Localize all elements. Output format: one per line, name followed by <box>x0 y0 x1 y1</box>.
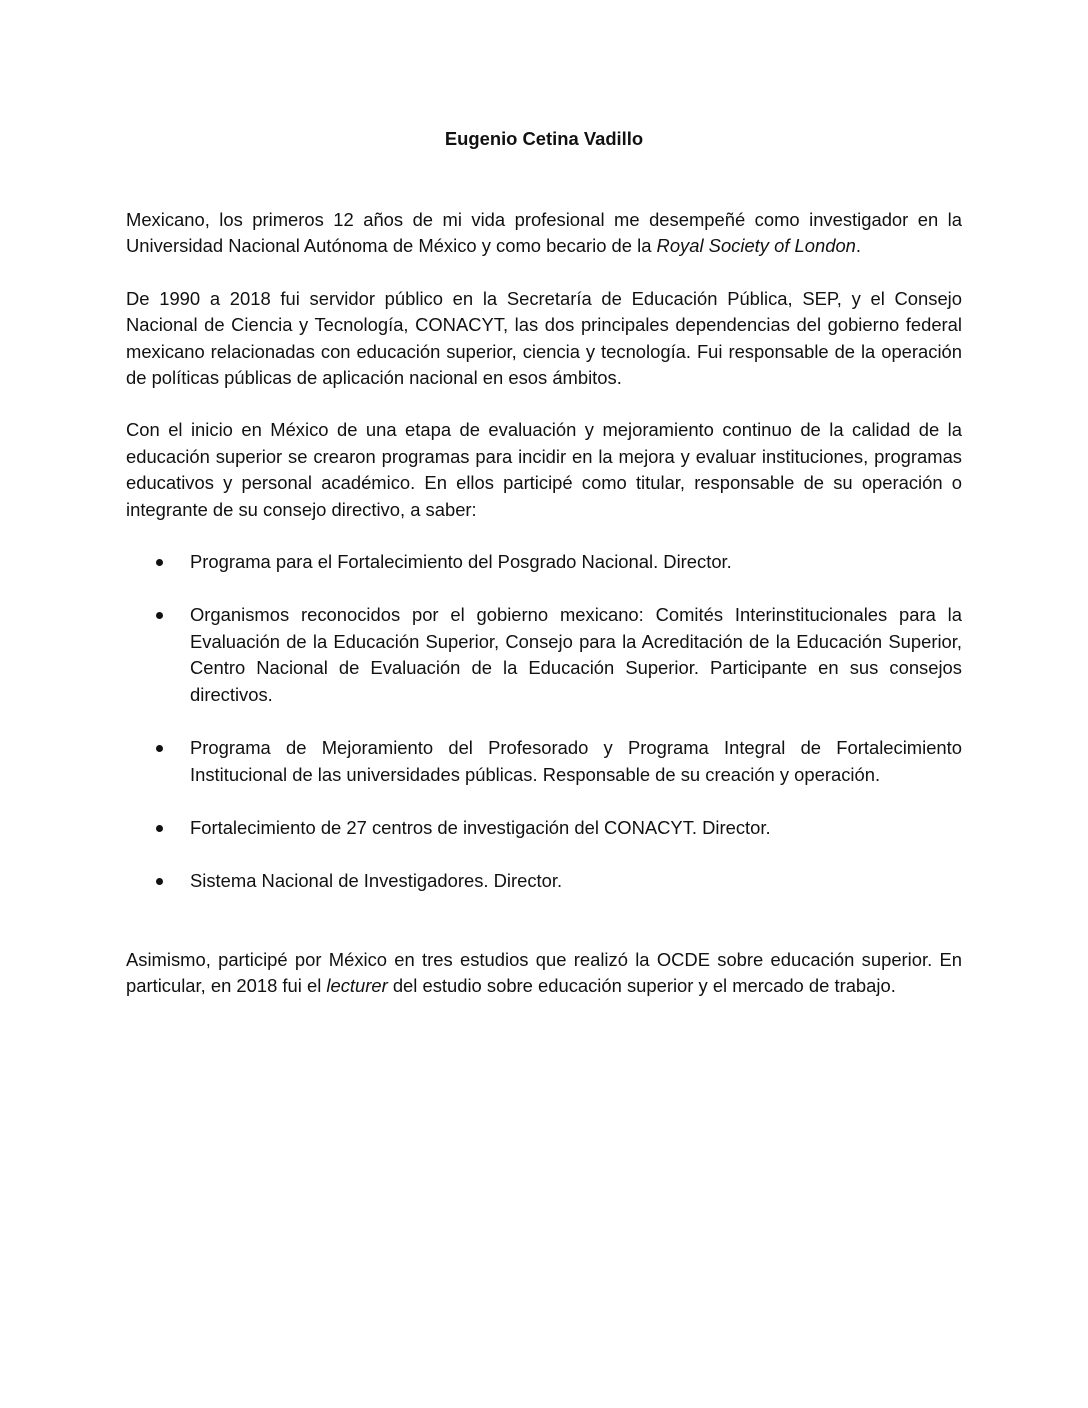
bullet-icon <box>156 825 163 832</box>
paragraph-intro <box>126 207 962 260</box>
document-body <box>126 126 962 1026</box>
list-item-text: Programa para el Fortalecimiento del Posgrado Nacional. Director. <box>190 551 732 573</box>
list-item-text: Sistema Nacional de Investigadores. Director. <box>190 870 563 892</box>
paragraph-ocde-text: Asimismo, participé por México en tres estudios que realizó la OCDE sobre educación superior. En particular, en 2018 fui el <box>126 948 962 997</box>
program-list <box>126 549 962 895</box>
bullet-icon <box>156 559 163 566</box>
list-item <box>126 602 962 708</box>
bullet-icon <box>156 878 163 885</box>
paragraph-intro-italic: Royal Society of London <box>656 235 856 257</box>
bullet-icon <box>156 612 163 619</box>
list-item <box>126 868 962 894</box>
list-item <box>126 549 962 575</box>
paragraph-ocde-end: del estudio sobre educación superior y el mercado de trabajo. <box>387 975 896 997</box>
paragraph-public-service: De 1990 a 2018 fui servidor público en la Secretaría de Educación Pública, SEP, y el Consejo Nacional de Ciencia y Tecnología, CONACYT, las dos principales dependencias del gobierno federal mexicano relacionadas con educación superior, ciencia y tecnología. Fui responsable de la operación de políticas públicas de aplicación nacional en esos ámbitos. <box>126 287 962 389</box>
document-title: Eugenio Cetina Vadillo <box>444 128 644 149</box>
paragraph-intro-end: . <box>855 235 862 257</box>
paragraph-ocde <box>126 947 962 1000</box>
list-item-text: Programa de Mejoramiento del Profesorado y Programa Integral de Fortalecimiento Institucional de las universidades públicas. Responsable de su creación y operación. <box>190 737 962 785</box>
bullet-icon <box>156 745 163 752</box>
paragraph-intro-text: Mexicano, los primeros 12 años de mi vida profesional me desempeñé como investigador en la Universidad Nacional Autónoma de México y como becario de la <box>126 209 962 257</box>
list-item <box>126 735 962 788</box>
list-item-text: Organismos reconocidos por el gobierno mexicano: Comités Interinstitucionales para la Evaluación de la Educación Superior, Consejo para la Acreditación de la Educación Superior, Centro Nacional de Evaluación de la Educación Superior. Participante en sus consejos directivos. <box>190 604 962 705</box>
paragraph-programs: Con el inicio en México de una etapa de evaluación y mejoramiento continuo de la calidad de la educación superior se crearon programas para incidir en la mejora y evaluar instituciones, programas educativos y personal académico. En ellos participé como titular, responsable de su operación o integrante de su consejo directivo, a saber: <box>126 419 962 520</box>
list-item <box>126 815 962 841</box>
list-item-text: Fortalecimiento de 27 centros de investigación del CONACYT. Director. <box>190 816 771 838</box>
paragraph-ocde-italic: lecturer <box>326 975 388 997</box>
